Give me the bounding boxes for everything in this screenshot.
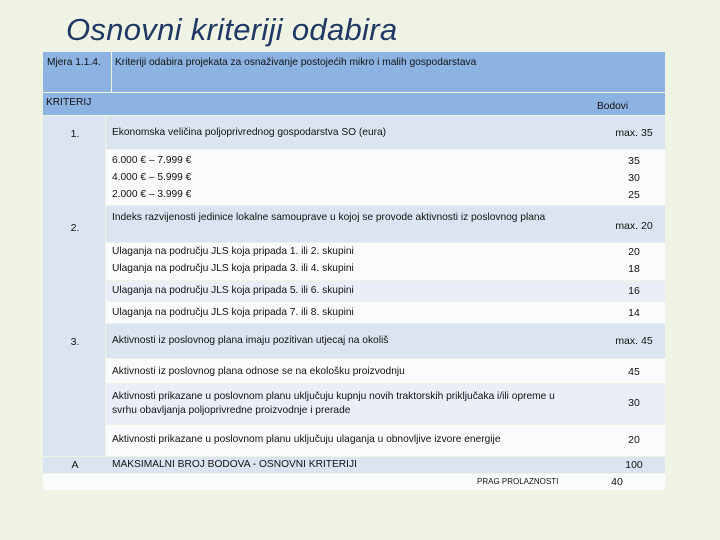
option-points: 45 [628,366,640,378]
criterion-option-row [106,384,665,424]
criterion-title-row [106,116,665,149]
criterion-header-row [43,93,665,115]
criterion-title: Ekonomska veličina poljoprivrednog gospodarstva SO (eura) [112,127,387,138]
option-text: Aktivnosti iz poslovnog plana odnose se na ekološku proizvodnju [112,366,405,377]
threshold-points: 40 [611,476,623,488]
criterion-max: max. 35 [615,127,653,139]
option-text: Ulaganja na području JLS koja pripada 5. ili 6. skupini [112,285,354,296]
total-row [43,457,665,473]
criterion-options-block [106,150,665,205]
option-text: Ulaganja na području JLS koja pripada 3. ili 4. skupini [112,263,354,274]
criterion-options-block [106,243,665,280]
threshold-label: PRAG PROLAZNOSTI [477,477,559,486]
criteria-table [43,52,665,490]
option-points: 30 [628,397,640,409]
measure-label-cell [43,52,111,92]
criterion-title-row [106,324,665,358]
option-points: 25 [628,189,640,201]
option-points: 18 [628,263,640,275]
criterion-max: max. 20 [615,220,653,232]
criterion-option-row [106,302,665,323]
number-column [43,116,105,456]
option-points: 35 [628,155,640,167]
measure-description: Kriteriji odabira projekata za osnaživanje postojećih mikro i malih gospodarstava [115,57,477,68]
option-text: Aktivnosti prikazane u poslovnom planu uključuju ulaganja u obnovljive izvore energije [112,434,501,445]
criterion-title-row [106,206,665,242]
option-text: 4.000 € – 5.999 € [112,172,192,183]
total-label: MAKSIMALNI BROJ BODOVA - OSNOVNI KRITERIJI [112,459,357,470]
option-text: Ulaganja na području JLS koja pripada 7. ili 8. skupini [112,307,354,318]
page-title: Osnovni kriteriji odabira [66,12,398,47]
measure-description-cell [112,52,665,92]
total-points: 100 [625,459,643,471]
option-text: 6.000 € – 7.999 € [112,155,192,166]
criterion-option-row [106,359,665,383]
threshold-row [43,474,665,490]
option-points: 30 [628,172,640,184]
criterion-header: KRITERIJ [46,97,92,108]
criterion-title: Indeks razvijenosti jedinice lokalne samouprave u kojoj se provode aktivnosti iz poslovnog plana [112,212,546,223]
criterion-number: 3. [70,336,80,348]
option-points: 16 [628,285,640,297]
criterion-option-row [106,425,665,456]
criterion-number: 1. [70,128,80,140]
option-text: Ulaganja na području JLS koja pripada 1. ili 2. skupini [112,246,354,257]
criterion-max: max. 45 [615,335,653,347]
total-letter: A [71,459,79,471]
criterion-number: 2. [70,222,80,234]
option-points: 14 [628,307,640,319]
option-points: 20 [628,434,640,446]
option-points: 20 [628,246,640,258]
criterion-option-row [106,281,665,301]
criterion-title: Aktivnosti iz poslovnog plana imaju pozitivan utjecaj na okoliš [112,335,389,346]
points-header: Bodovi [597,101,629,112]
option-text: 2.000 € – 3.999 € [112,189,192,200]
option-text: Aktivnosti prikazane u poslovnom planu uključuju kupnju novih traktorskih priključaka i/ili opreme u svrhu obavljanja poljoprivredne proizvodnje i prerade [112,391,555,416]
measure-label: Mjera 1.1.4. [47,57,101,68]
